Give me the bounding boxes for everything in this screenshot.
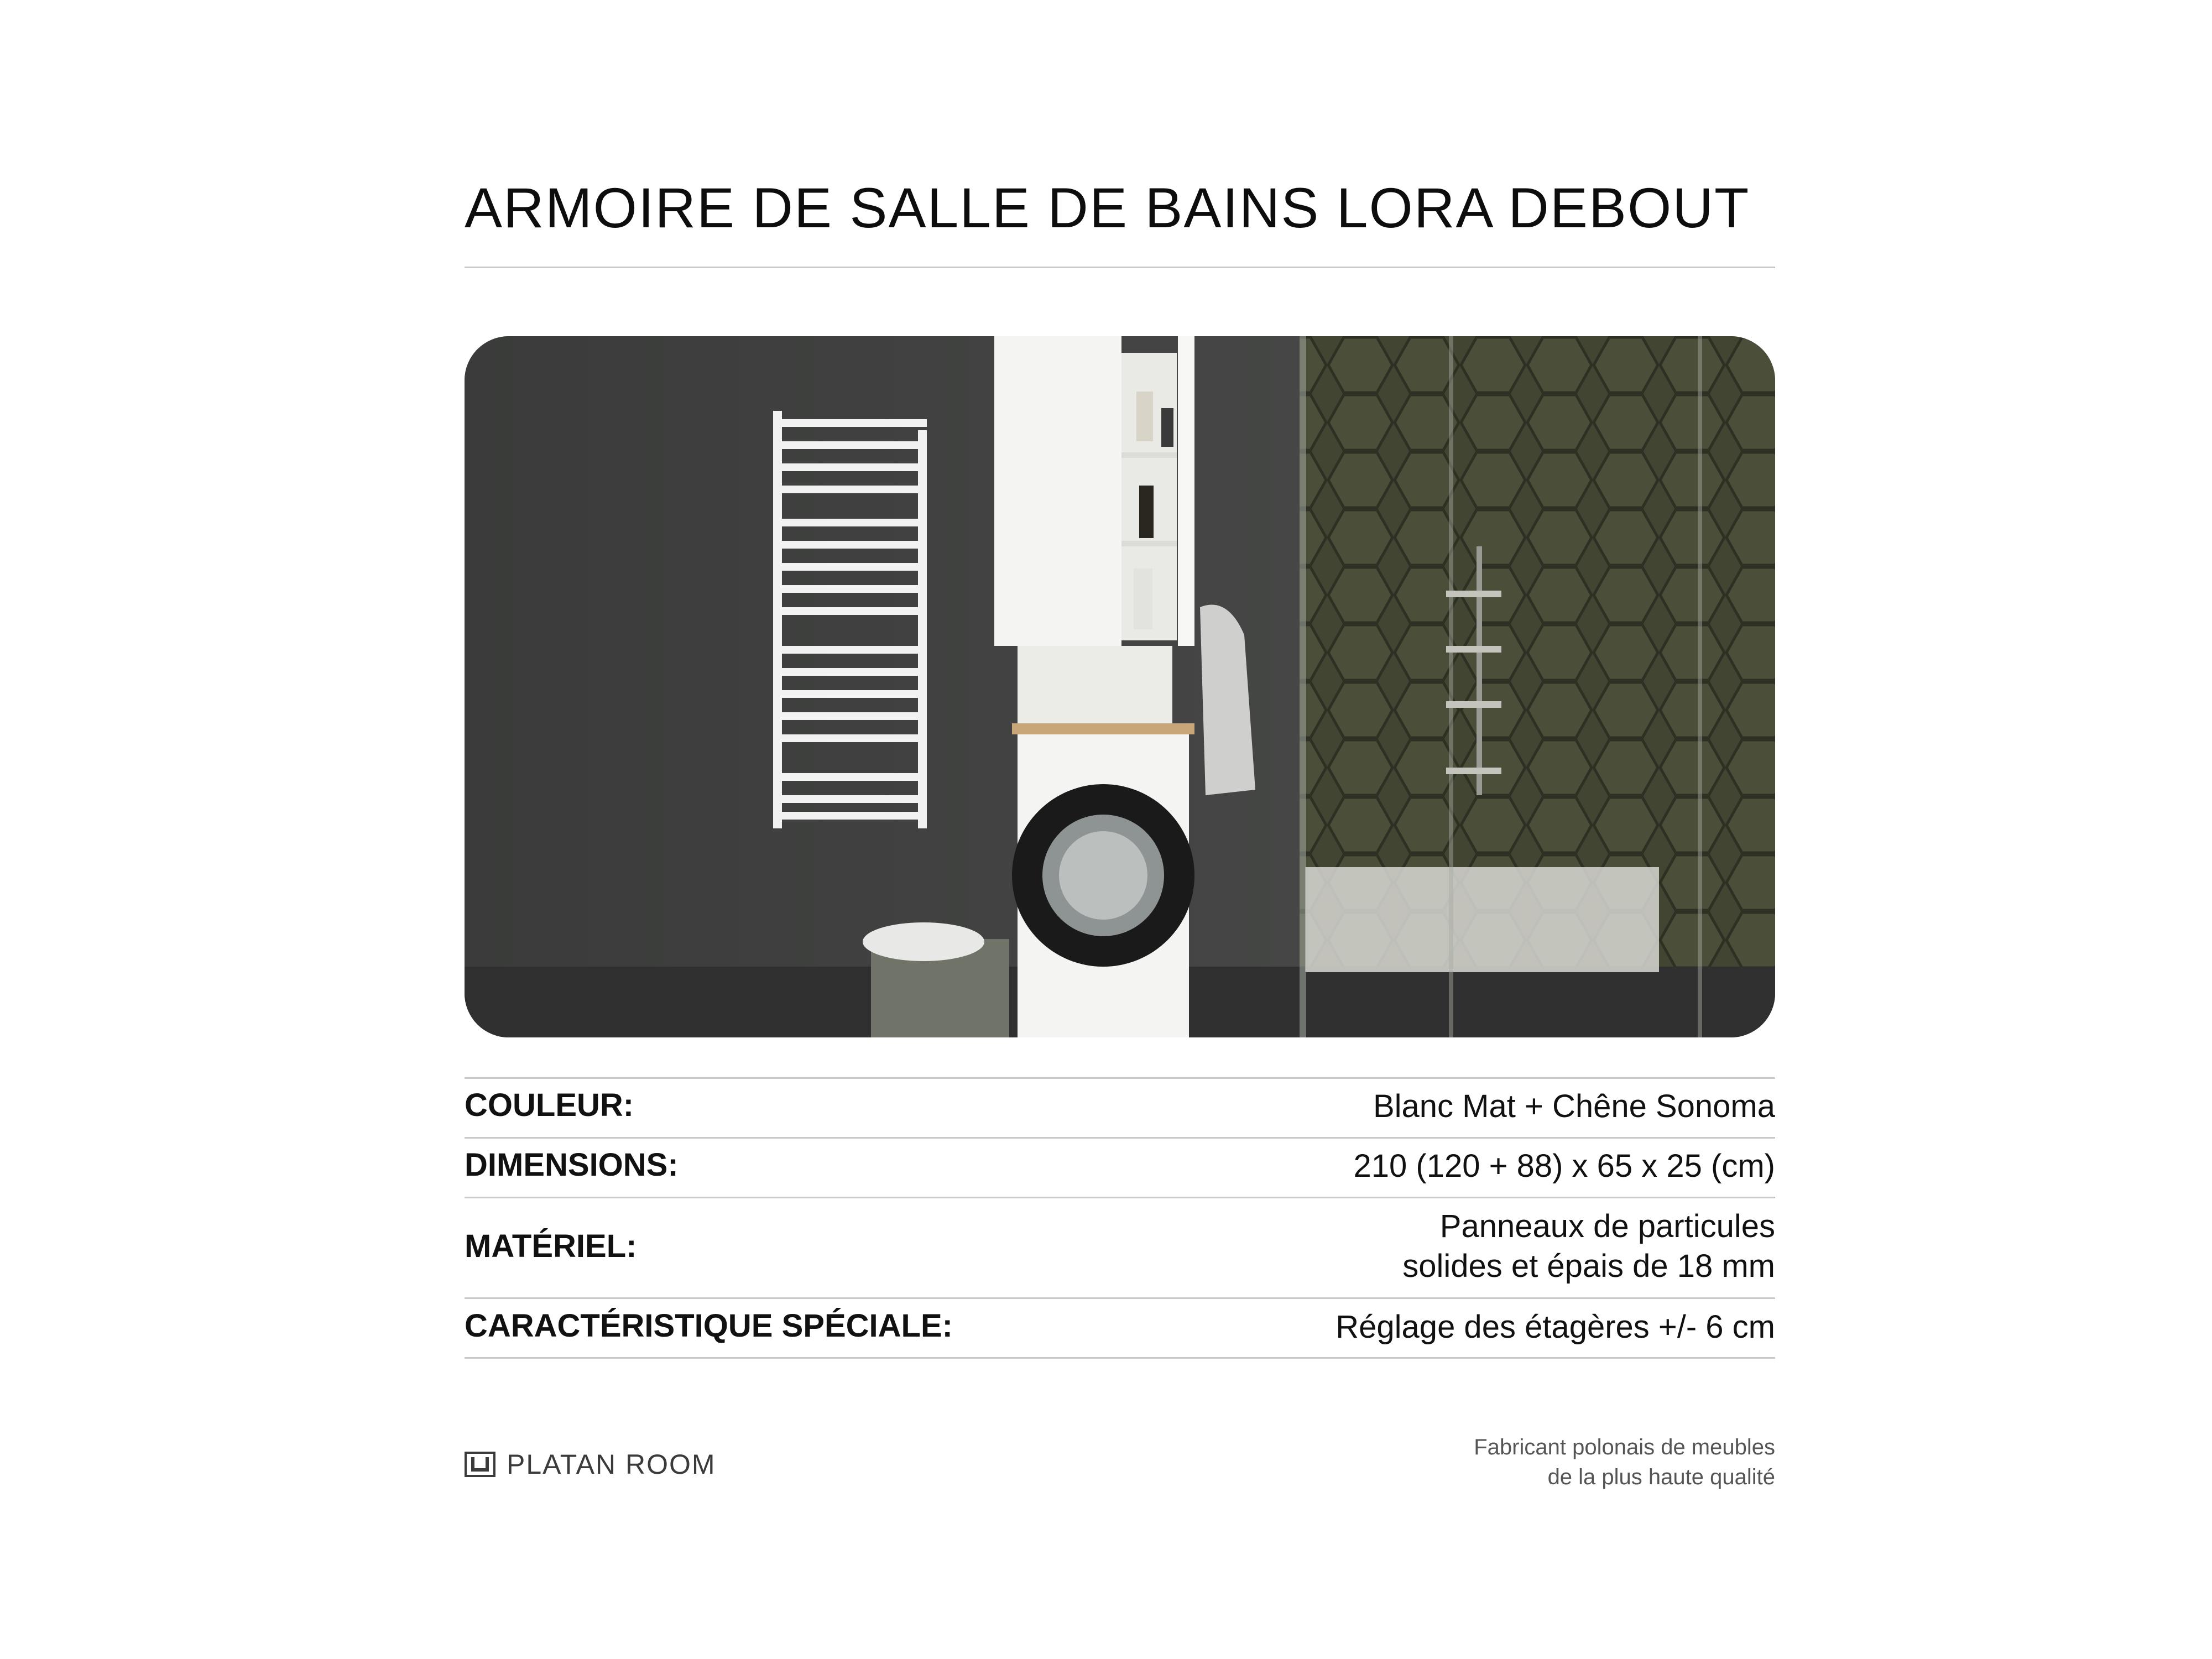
spec-label-dimensions: DIMENSIONS: xyxy=(465,1147,679,1183)
spec-label-feature: CARACTÉRISTIQUE SPÉCIALE: xyxy=(465,1308,953,1344)
tagline xyxy=(1474,1432,1775,1492)
spec-divider xyxy=(465,1077,1775,1079)
spec-value-material-line2: solides et épais de 18 mm xyxy=(1402,1248,1775,1284)
title-divider xyxy=(465,267,1775,268)
spec-value-feature: Réglage des étagères +/- 6 cm xyxy=(1335,1309,1775,1345)
spec-value-material-line1: Panneaux de particules xyxy=(1439,1208,1775,1244)
spec-label-color: COULEUR: xyxy=(465,1087,634,1123)
brand-name: PLATAN ROOM xyxy=(507,1449,716,1480)
platan-room-logo-icon xyxy=(465,1452,495,1477)
tagline-line1: Fabricant polonais de meubles xyxy=(1474,1435,1775,1459)
page-title: ARMOIRE DE SALLE DE BAINS LORA DEBOUT xyxy=(465,176,1750,239)
tagline-line2: de la plus haute qualité xyxy=(1547,1465,1775,1489)
spec-divider xyxy=(465,1137,1775,1139)
spec-label-material: MATÉRIEL: xyxy=(465,1228,637,1264)
spec-value-color: Blanc Mat + Chêne Sonoma xyxy=(1373,1088,1775,1124)
brand-logo xyxy=(465,1448,716,1481)
spec-divider xyxy=(465,1357,1775,1359)
product-photo xyxy=(465,336,1775,1037)
spec-value-dimensions: 210 (120 + 88) x 65 x 25 (cm) xyxy=(1353,1148,1775,1184)
bathroom-scene-image xyxy=(465,336,1775,1037)
spec-divider xyxy=(465,1197,1775,1198)
spec-divider xyxy=(465,1297,1775,1299)
